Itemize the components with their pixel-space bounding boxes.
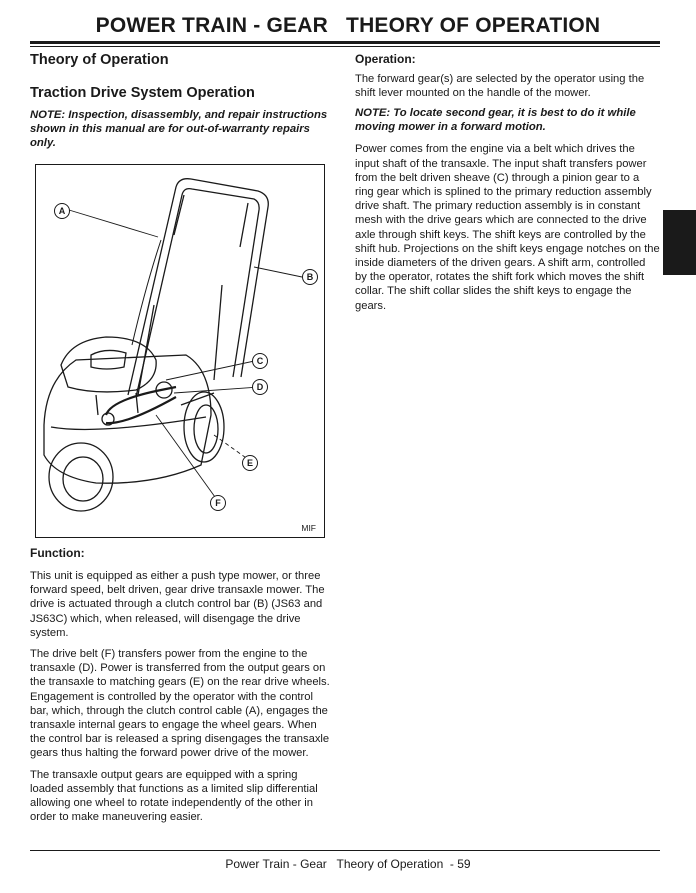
page-title: POWER TRAIN - GEAR THEORY OF OPERATION	[95, 14, 601, 37]
function-paragraph: The transaxle output gears are equipped with a spring loaded assembly that functions as a limited slip differential allowing one wheel to rotate independently of the other in order to make maneuvering easier.	[30, 768, 318, 824]
right-column	[355, 50, 660, 313]
operation-heading: Operation:	[355, 52, 416, 66]
function-paragraph: The drive belt (F) transfers power from the engine to the transaxle (D). Power is transferred from the output gears on the transaxle to matching gears (E) on the rear drive wheels. Engagement is controlled by the operator with the control bar, which, through the clutch control cable (A), engages the transaxle internal gears to engage the wheel gears. When the control bar is released a spring disengages the transaxle gears thus halting the forward power drive of the mower.	[30, 648, 330, 760]
section-title: Theory of Operation	[30, 52, 169, 68]
callout-a: A	[54, 203, 70, 219]
callout-b: B	[302, 269, 318, 285]
header-rule-thin	[30, 46, 660, 47]
callout-e: E	[242, 455, 258, 471]
mower-illustration	[36, 165, 324, 537]
mower-figure	[35, 164, 325, 538]
warranty-note: NOTE: Inspection, disassembly, and repair instructions shown in this manual are for out-of-warranty repairs only.	[30, 109, 328, 149]
figure-id: MIF	[301, 523, 316, 533]
operation-body: Power comes from the engine via a belt which drives the input shaft of the transaxle. The input shaft transfers power from the belt driven sheave (C) through a pinion gear to a ring gear which is splined to the primary reduction assembly drive shaft. The primary reduction assembly is in constant mesh with the drive gears which are connected to the drive axle through shift keys. The shift keys are controlled by the shift hub. Projections on the shift keys engage notches on the inside diameters of the driven gears. A shift arm, controlled by the operator, rotates the shift fork which moves the shift collar. The shift collar slides the shift keys to engage the gears.	[355, 143, 660, 312]
function-paragraph: This unit is equipped as either a push type mower, or three forward speed, belt driven, gear drive transaxle mower. The drive is actuated through a clutch control bar (B) (JS63 and JS63C) which, when released, will disengage the drive system.	[30, 570, 325, 639]
section-tab-marker	[663, 210, 696, 275]
second-gear-note: NOTE: To locate second gear, it is best to do it while moving mower in a forward motion.	[355, 107, 636, 134]
operation-text: The forward gear(s) are selected by the operator using the shift lever mounted on the handle of the mower.	[355, 73, 645, 100]
function-heading: Function:	[30, 546, 85, 560]
footer-rule	[30, 850, 660, 851]
left-column	[30, 50, 330, 150]
page-footer: Power Train - Gear Theory of Operation - 59	[225, 857, 471, 871]
subsection-title: Traction Drive System Operation	[30, 85, 255, 101]
callout-d: D	[252, 379, 268, 395]
function-section	[30, 546, 330, 824]
header-rule	[30, 41, 660, 44]
callout-c: C	[252, 353, 268, 369]
callout-f: F	[210, 495, 226, 511]
